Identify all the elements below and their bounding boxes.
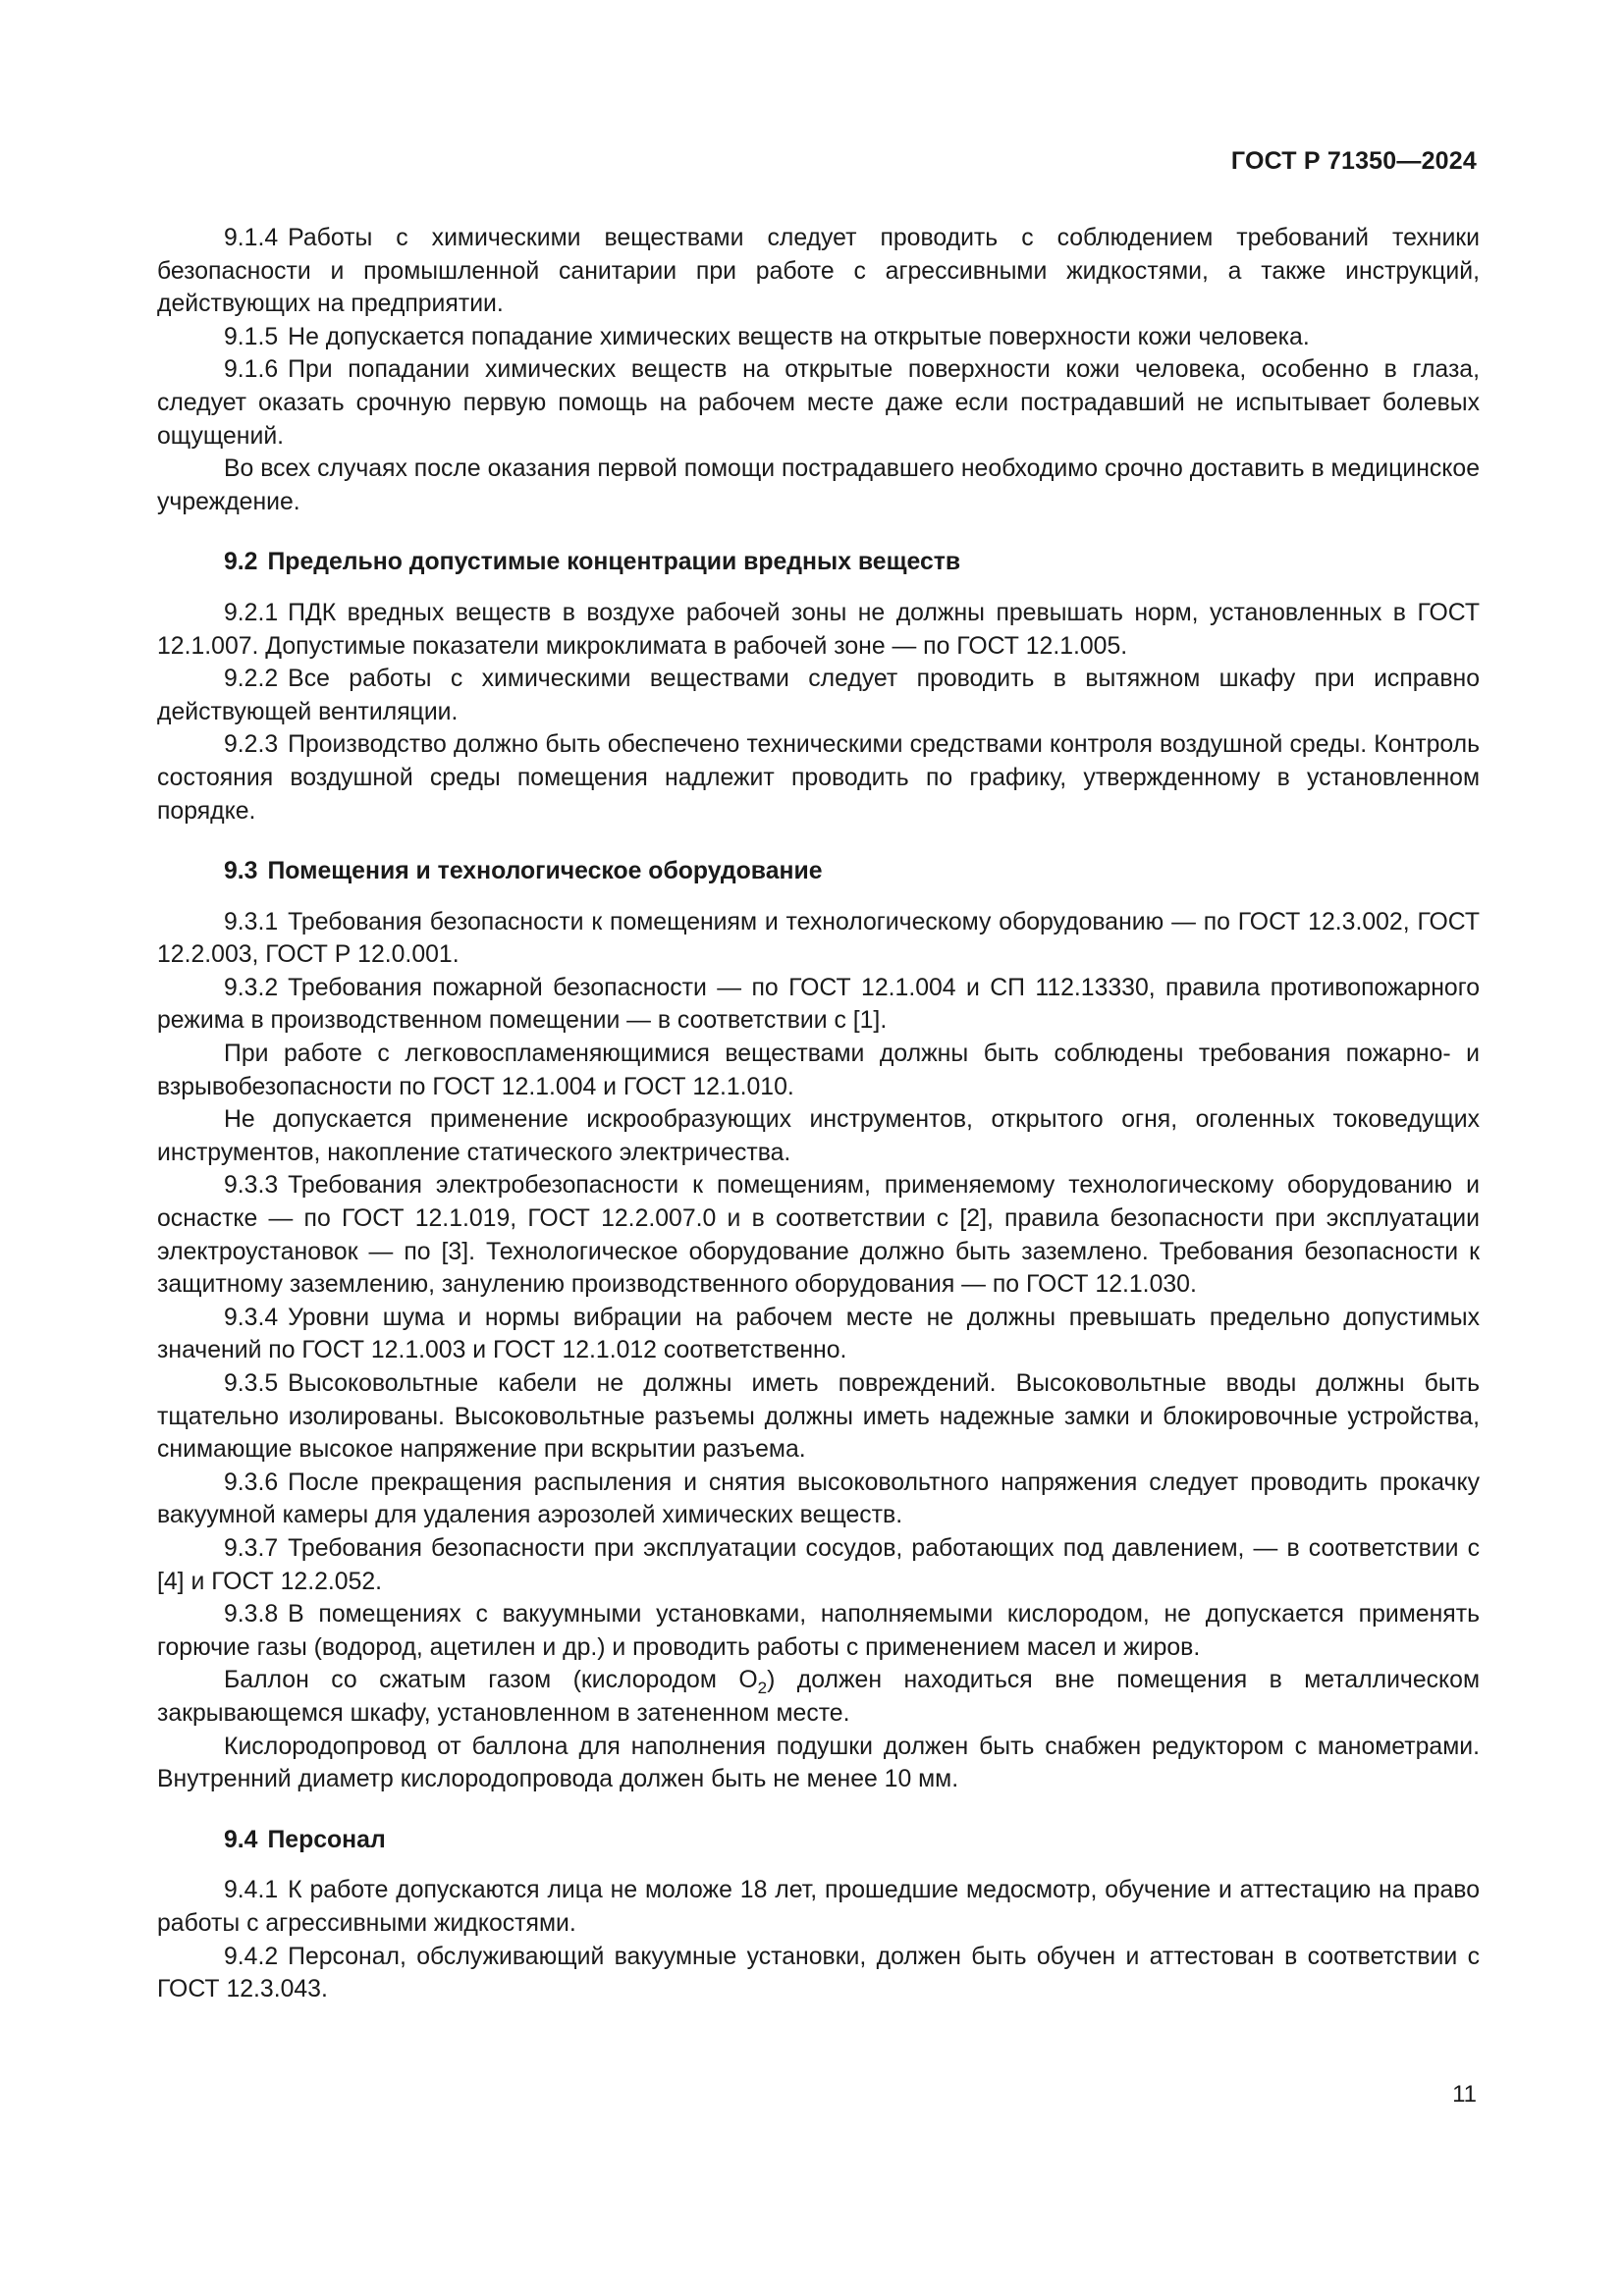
section-heading-9-3: [157, 855, 1480, 888]
document-code-header: ГОСТ Р 71350—2024: [1230, 147, 1477, 175]
section-title: Предельно допустимые концентрации вредных веществ: [267, 549, 961, 576]
clause-number: 9.2.3: [224, 731, 279, 759]
paragraph-9-3-8-oxygen-line: Кислородопровод от баллона для наполнения подушки должен быть снабжен редуктором с манометрами. Внутренний диаметр кислородопровода должен быть не менее 10 мм.: [157, 1733, 1480, 1793]
paragraph-9-3-6: [157, 1467, 1480, 1532]
clause-text: Производство должно быть обеспечено техническими средствами контроля воздушной среды. Контроль состояния воздушной среды помещения надлежит проводить по графику, утвержденному в установленном порядке.: [157, 731, 1480, 825]
clause-text: Требования безопасности при эксплуатации сосудов, работающих под давлением, — в соответствии с [4] и ГОСТ 12.2.052.: [157, 1534, 1480, 1595]
clause-number: 9.3.6: [224, 1468, 279, 1496]
page-number: 11: [1452, 2081, 1477, 2108]
section-heading-9-2: [157, 546, 1480, 579]
paragraph-9-4-1: [157, 1874, 1480, 1940]
clause-text: После прекращения распыления и снятия высоковольтного напряжения следует проводить прокачку вакуумной камеры для удаления аэрозолей химических веществ.: [157, 1468, 1480, 1529]
clause-number: 9.1.5: [224, 323, 279, 350]
clause-number: 9.3.5: [224, 1370, 279, 1397]
subscript: 2: [757, 1679, 768, 1698]
clause-number: 9.2.2: [224, 666, 279, 693]
paragraph-9-1-4: [157, 222, 1480, 321]
clause-number: 9.3.7: [224, 1534, 279, 1562]
clause-text: Работы с химическими веществами следует проводить с соблюдением требований техники безопасности и промышленной санитарии при работе с агрессивными жидкостями, а также инструкций, действующих на предприятии.: [157, 225, 1480, 318]
paragraph-9-3-2-flammable: При работе с легковоспламеняющимися веществами должны быть соблюдены требования пожарно- и взрывобезопасности по ГОСТ 12.1.004 и ГОСТ 12.1.010.: [157, 1041, 1480, 1100]
clause-number: 9.2.1: [224, 599, 279, 626]
paragraph-9-3-2-sparks: Не допускается применение искрообразующих инструментов, открытого огня, оголенных токоведущих инструментов, накопление статического электричества.: [157, 1106, 1480, 1166]
paragraph-9-3-8-oxygen-cylinder: [157, 1664, 1480, 1730]
clause-text: Баллон со сжатым газом (кислородом O: [224, 1667, 758, 1694]
section-title: Помещения и технологическое оборудование: [267, 858, 823, 885]
clause-text: Не допускается попадание химических веществ на открытые поверхности кожи человека.: [288, 323, 1310, 350]
clause-number: 9.1.6: [224, 356, 279, 384]
clause-text: ) должен находиться вне помещения в металлическом закрывающемся шкафу, установленном в затененном месте.: [157, 1667, 1480, 1727]
paragraph-9-2-1: [157, 597, 1480, 663]
document-body: [157, 222, 1480, 2006]
clause-text: Требования пожарной безопасности — по ГОСТ 12.1.004 и СП 112.13330, правила противопожарного режима в производственном помещении — в соответствии с [1].: [157, 974, 1480, 1035]
clause-text: При попадании химических веществ на открытые поверхности кожи человека, особенно в глаза, следует оказать срочную первую помощь на рабочем месте даже если пострадавший не испытывает болевых ощущений.: [157, 356, 1480, 450]
clause-number: 9.3.4: [224, 1304, 279, 1331]
paragraph-9-1-5: [157, 321, 1480, 354]
paragraph-9-1-6: [157, 353, 1480, 453]
paragraph-9-3-3: [157, 1169, 1480, 1301]
paragraph-9-1-6-continued: Во всех случаях после оказания первой помощи пострадавшего необходимо срочно доставить в медицинское учреждение.: [157, 455, 1480, 515]
paragraph-9-3-8: [157, 1598, 1480, 1664]
section-title: Персонал: [267, 1826, 386, 1853]
section-number: 9.2: [224, 549, 258, 576]
section-number: 9.3: [224, 858, 258, 885]
paragraph-9-3-4: [157, 1302, 1480, 1367]
clause-number: 9.4.2: [224, 1943, 279, 1970]
clause-text: Все работы с химическими веществами следует проводить в вытяжном шкафу при исправно действующей вентиляции.: [157, 666, 1480, 725]
paragraph-9-4-2: [157, 1941, 1480, 2006]
paragraph-9-3-1: [157, 906, 1480, 972]
clause-number: 9.1.4: [224, 225, 279, 251]
clause-text: ПДК вредных веществ в воздухе рабочей зоны не должны превышать норм, установленных в ГОСТ 12.1.007. Допустимые показатели микроклимата в рабочей зоне — по ГОСТ 12.1.005.: [157, 599, 1480, 660]
clause-text: В помещениях с вакуумными установками, наполняемыми кислородом, не допускается применять горючие газы (водород, ацетилен и др.) и проводить работы с применением масел и жиров.: [157, 1601, 1480, 1661]
clause-text: К работе допускаются лица не моложе 18 лет, прошедшие медосмотр, обучение и аттестацию на право работы с агрессивными жидкостями.: [157, 1877, 1480, 1937]
paragraph-9-2-3: [157, 728, 1480, 828]
paragraph-9-3-7: [157, 1532, 1480, 1598]
paragraph-9-3-2: [157, 972, 1480, 1038]
clause-text: Высоковольтные кабели не должны иметь повреждений. Высоковольтные вводы должны быть тщательно изолированы. Высоковольтные разъемы должны иметь надежные замки и блокировочные устройства, снимающие высокое напряжение при вскрытии разъема.: [157, 1370, 1480, 1464]
clause-number: 9.4.1: [224, 1877, 279, 1904]
section-heading-9-4: [157, 1824, 1480, 1857]
clause-text: Требования электробезопасности к помещениям, применяемому технологическому оборудованию и оснастке — по ГОСТ 12.1.019, ГОСТ 12.2.007.0 и в соответствии с [2], правила безопасности при эксплуатации электроустановок — по [3]. Технологическое оборудование должно быть заземлено. Требования безопасности к защитному заземлению, занулению производственного оборудования — по ГОСТ 12.1.030.: [157, 1172, 1480, 1299]
clause-text: Уровни шума и нормы вибрации на рабочем месте не должны превышать предельно допустимых значений по ГОСТ 12.1.003 и ГОСТ 12.1.012 соответственно.: [157, 1304, 1480, 1364]
section-number: 9.4: [224, 1826, 258, 1853]
paragraph-9-3-5: [157, 1367, 1480, 1467]
clause-number: 9.3.8: [224, 1601, 279, 1629]
clause-text: Требования безопасности к помещениям и технологическому оборудованию — по ГОСТ 12.3.002, ГОСТ 12.2.003, ГОСТ Р 12.0.001.: [157, 908, 1480, 969]
paragraph-9-2-2: [157, 663, 1480, 728]
clause-number: 9.3.1: [224, 908, 279, 935]
clause-number: 9.3.2: [224, 974, 279, 1001]
clause-text: Персонал, обслуживающий вакуумные установки, должен быть обучен и аттестован в соответствии с ГОСТ 12.3.043.: [157, 1943, 1480, 2003]
clause-number: 9.3.3: [224, 1172, 279, 1200]
